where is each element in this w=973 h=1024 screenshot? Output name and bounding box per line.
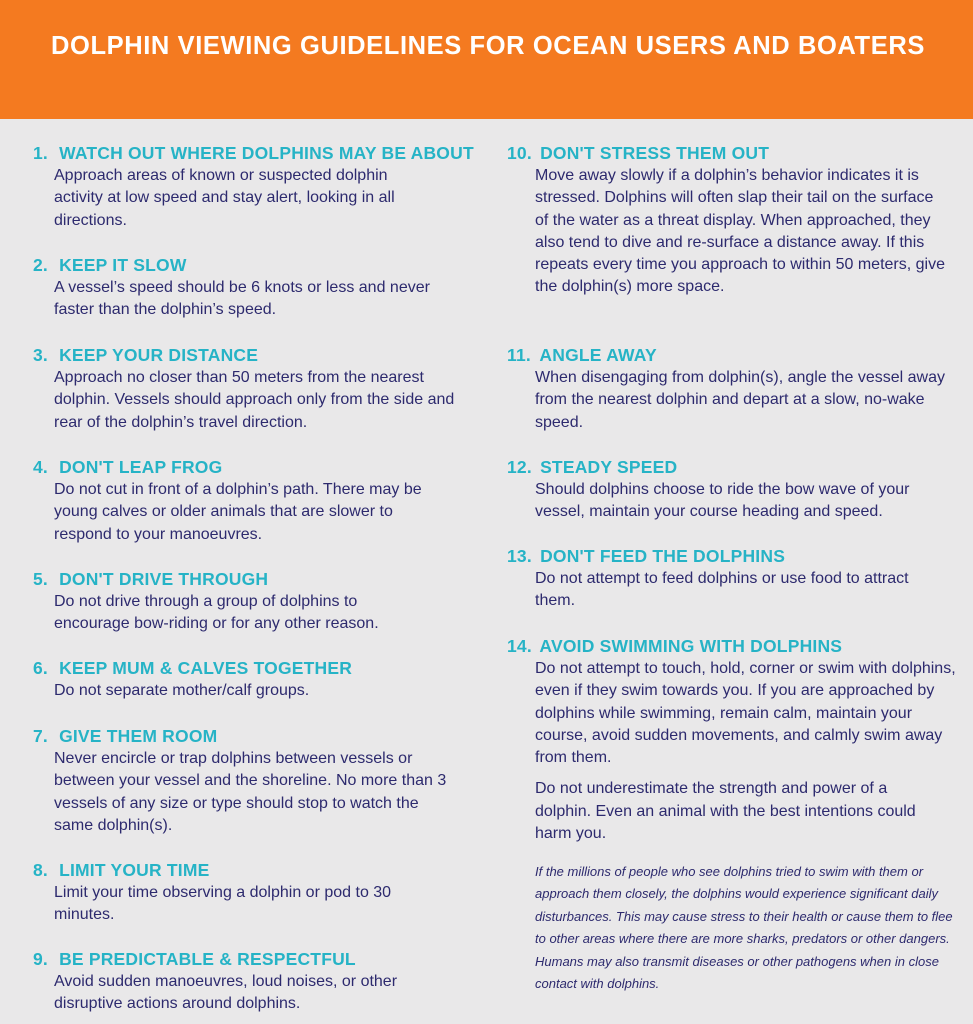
header-banner	[0, 0, 973, 119]
guideline-heading: WATCH OUT WHERE DOLPHINS MAY BE ABOUT	[59, 143, 474, 163]
guideline-title	[507, 634, 962, 658]
guideline-number: 7.	[33, 726, 48, 746]
guideline-title	[33, 253, 473, 277]
guideline-body: A vessel’s speed should be 6 knots or less and never faster than the dolphin’s speed.	[54, 279, 430, 319]
guideline-heading: KEEP YOUR DISTANCE	[59, 345, 259, 365]
guideline-title	[33, 858, 473, 882]
guideline-number: 14.	[507, 636, 532, 656]
guideline-heading: AVOID SWIMMING WITH DOLPHINS	[539, 636, 843, 656]
guideline-6	[33, 656, 473, 702]
guideline-heading: LIMIT YOUR TIME	[59, 860, 210, 880]
guideline-body: Limit your time observing a dolphin or pod to 30 minutes.	[54, 884, 392, 924]
guideline-11	[507, 343, 962, 434]
guideline-body: Do not drive through a group of dolphins to encourage bow-riding or for any other reason.	[54, 593, 379, 633]
guideline-body: Do not attempt to feed dolphins or use food to attract them.	[535, 570, 909, 610]
guideline-number: 13.	[507, 546, 532, 566]
guideline-13	[507, 544, 962, 613]
guideline-heading: DON'T DRIVE THROUGH	[59, 569, 269, 589]
guideline-body: Move away slowly if a dolphin’s behavior indicates it is stressed. Dolphins will often slap their tail on the surface of the water as a threat display. When approached, they also tend to dive and re-surface a distance away. If this repeats every time you approach to within 50 meters, give the dolphin(s) more space.	[535, 167, 945, 296]
guideline-number: 6.	[33, 658, 48, 678]
italic-note: If the millions of people who see dolphins tried to swim with them or approach them closely, the dolphins would experience significant daily disturbances. This may cause stress to their health or cause them to flee to other areas where there are more sharks, predators or other dangers. Humans may also transmit diseases or other pathogens when in close contact with dolphins.	[535, 864, 953, 992]
guideline-5	[33, 567, 473, 636]
guideline-8	[33, 858, 473, 927]
guideline-number: 2.	[33, 255, 48, 275]
guideline-body-extra: Do not underestimate the strength and power of a dolphin. Even an animal with the best intentions could harm you.	[535, 780, 916, 843]
guideline-title	[507, 544, 962, 568]
guideline-title	[33, 343, 473, 367]
guideline-number: 8.	[33, 860, 48, 880]
guideline-10	[507, 141, 962, 299]
guideline-number: 3.	[33, 345, 48, 365]
guideline-title	[507, 141, 962, 165]
guideline-number: 4.	[33, 457, 48, 477]
page-title: DOLPHIN VIEWING GUIDELINES FOR OCEAN USERS AND BOATERS	[51, 32, 925, 60]
guideline-heading: DON'T FEED THE DOLPHINS	[540, 546, 786, 566]
guideline-heading: STEADY SPEED	[540, 457, 678, 477]
guideline-2	[33, 253, 473, 322]
guideline-title	[33, 724, 473, 748]
guideline-heading: DON'T STRESS THEM OUT	[540, 143, 770, 163]
guideline-title	[33, 656, 473, 680]
guideline-3	[33, 343, 473, 434]
guideline-number: 1.	[33, 143, 48, 163]
guideline-number: 9.	[33, 949, 48, 969]
guideline-heading: KEEP MUM & CALVES TOGETHER	[59, 658, 353, 678]
guideline-body: Approach no closer than 50 meters from the nearest dolphin. Vessels should approach only from the side and rear of the dolphin’s travel direction.	[54, 369, 455, 431]
guideline-number: 12.	[507, 457, 532, 477]
guideline-body: Never encircle or trap dolphins between vessels or between your vessel and the shoreline. No more than 3 vessels of any size or type should stop to watch the same dolphin(s).	[54, 750, 447, 834]
guideline-7	[33, 724, 473, 837]
guideline-heading: GIVE THEM ROOM	[59, 726, 218, 746]
guideline-title	[33, 141, 473, 165]
guideline-number: 10.	[507, 143, 532, 163]
guideline-body: Do not separate mother/calf groups.	[54, 682, 310, 699]
guideline-body: Do not attempt to touch, hold, corner or swim with dolphins, even if they swim towards you. If you are approached by dolphins while swimming, remain calm, maintain your course, avoid sudden movements, and calmly swim away from them.	[535, 660, 956, 767]
guideline-number: 5.	[33, 569, 48, 589]
guideline-heading: DON'T LEAP FROG	[59, 457, 223, 477]
guideline-number: 11.	[507, 345, 531, 365]
guideline-title	[33, 567, 473, 591]
guideline-12	[507, 455, 962, 524]
guideline-body: When disengaging from dolphin(s), angle the vessel away from the nearest dolphin and depart at a slow, no-wake speed.	[535, 369, 946, 431]
guideline-body: Should dolphins choose to ride the bow wave of your vessel, maintain your course heading and speed.	[535, 481, 910, 521]
guideline-body: Avoid sudden manoeuvres, loud noises, or other disruptive actions around dolphins.	[54, 973, 398, 1013]
guideline-title	[507, 343, 962, 367]
guideline-9	[33, 947, 473, 1016]
guideline-heading: ANGLE AWAY	[539, 345, 657, 365]
guideline-heading: BE PREDICTABLE & RESPECTFUL	[59, 949, 356, 969]
guideline-title	[33, 947, 473, 971]
guideline-4	[33, 455, 473, 546]
guideline-title	[507, 455, 962, 479]
guideline-body: Do not cut in front of a dolphin’s path. There may be young calves or older animals that are slower to respond to your manoeuvres.	[54, 481, 422, 543]
guideline-heading: KEEP IT SLOW	[59, 255, 187, 275]
guideline-title	[33, 455, 473, 479]
guideline-body: Approach areas of known or suspected dolphin activity at low speed and stay alert, looking in all directions.	[54, 167, 395, 229]
guideline-1	[33, 141, 473, 232]
guideline-14	[507, 634, 962, 845]
